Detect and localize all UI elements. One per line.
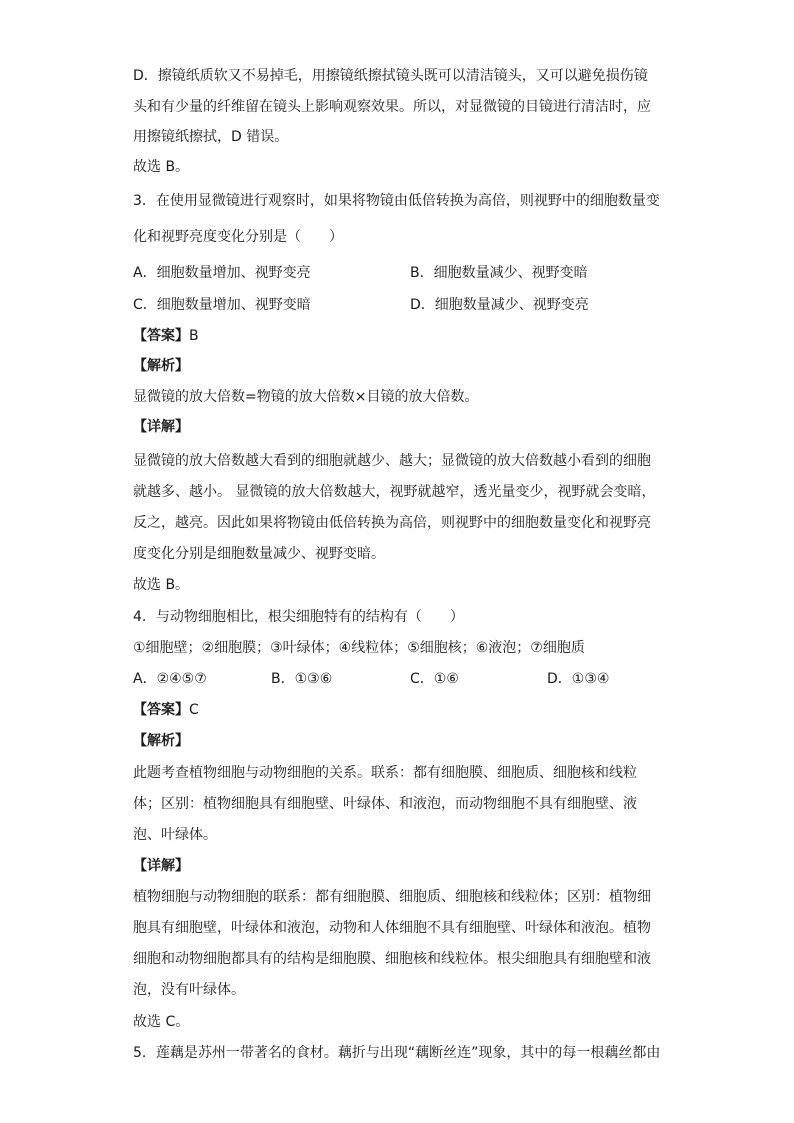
q4-answer-tag: 【答案】 <box>133 702 189 718</box>
q4-detail-line4: 泡，没有叶绿体。 <box>133 982 245 998</box>
q4-choose: 故选 C。 <box>133 1014 190 1030</box>
q4-stem: 4．与动物细胞相比，根尖细胞特有的结构有（ ） <box>133 609 464 625</box>
q4-analysis-line1: 此题考查植物细胞与动物细胞的关系。联系：都有细胞膜、细胞质、细胞核和线粒 <box>133 765 637 781</box>
q4-option-b: B．①③⑥ <box>271 671 333 687</box>
q3-option-b: B．细胞数量减少、视野变暗 <box>410 265 588 281</box>
q3-stem-line2: 化和视野亮度变化分别是（ ） <box>133 229 343 245</box>
q3-analysis-tag: 【解析】 <box>133 358 189 374</box>
q4-analysis-tag: 【解析】 <box>133 733 189 749</box>
q3-option-a: A．细胞数量增加、视野变亮 <box>133 265 311 281</box>
q4-items: ①细胞壁；②细胞膜；③叶绿体；④线粒体；⑤细胞核；⑥液泡；⑦细胞质 <box>133 640 585 656</box>
q3-detail-line1: 显微镜的放大倍数越大看到的细胞就越少、越大；显微镜的放大倍数越小看到的细胞 <box>133 453 651 469</box>
q4-detail-line2: 胞具有细胞壁，叶绿体和液泡，动物和人体细胞不具有细胞壁、叶绿体和液泡。植物 <box>133 920 651 936</box>
q3-answer: B <box>189 328 199 344</box>
q4-detail-tag: 【详解】 <box>133 858 189 874</box>
q3-detail-line4: 度变化分别是细胞数量减少、视野变暗。 <box>133 546 385 562</box>
q4-option-d: D．①③④ <box>547 671 610 687</box>
q3-answer-row <box>133 327 199 345</box>
q3-analysis: 显微镜的放大倍数=物镜的放大倍数×目镜的放大倍数。 <box>133 389 479 405</box>
q4-option-a: A．②④⑤⑦ <box>133 671 207 687</box>
q3-answer-tag: 【答案】 <box>133 328 189 344</box>
q2-option-d-line3: 用擦镜纸擦拭，D 错误。 <box>133 129 289 145</box>
q4-analysis-line3: 泡、叶绿体。 <box>133 827 217 843</box>
q4-detail-line1: 植物细胞与动物细胞的联系：都有细胞膜、细胞质、细胞核和线粒体；区别：植物细 <box>133 889 651 905</box>
q2-option-d-line1: D．擦镜纸质软又不易掉毛，用擦镜纸擦拭镜头既可以清洁镜头，又可以避免损伤镜 <box>133 68 648 84</box>
q3-choose: 故选 B。 <box>133 577 190 593</box>
q4-detail-line3: 细胞和动物细胞都具有的结构是细胞膜、细胞核和线粒体。根尖细胞具有细胞壁和液 <box>133 951 651 967</box>
q5-stem-line1: 5．莲藕是苏州一带著名的食材。藕折与出现“藕断丝连”现象，其中的每一根藕丝都由 <box>133 1045 661 1061</box>
q4-answer-row <box>133 701 199 719</box>
q2-option-d-line2: 头和有少量的纤维留在镜头上影响观察效果。所以，对显微镜的目镜进行清洁时，应 <box>133 99 651 115</box>
q4-option-c: C．①⑥ <box>410 671 459 687</box>
q3-option-d: D．细胞数量减少、视野变亮 <box>410 297 589 313</box>
q2-choose: 故选 B。 <box>133 159 190 175</box>
q3-detail-line2: 就越多、越小。 显微镜的放大倍数越大，视野就越窄，透光量变少，视野就会变暗， <box>133 484 656 500</box>
q4-analysis-line2: 体；区别：植物细胞具有细胞壁、叶绿体、和液泡，而动物细胞不具有细胞壁、液 <box>133 796 637 812</box>
q3-stem-line1: 3．在使用显微镜进行观察时，如果将物镜由低倍转换为高倍，则视野中的细胞数量变 <box>133 193 660 209</box>
q4-answer: C <box>189 702 199 718</box>
q3-detail-line3: 反之，越亮。因此如果将物镜由低倍转换为高倍，则视野中的细胞数量变化和视野亮 <box>133 515 651 531</box>
q3-option-c: C．细胞数量增加、视野变暗 <box>133 297 311 313</box>
q3-detail-tag: 【详解】 <box>133 419 189 435</box>
